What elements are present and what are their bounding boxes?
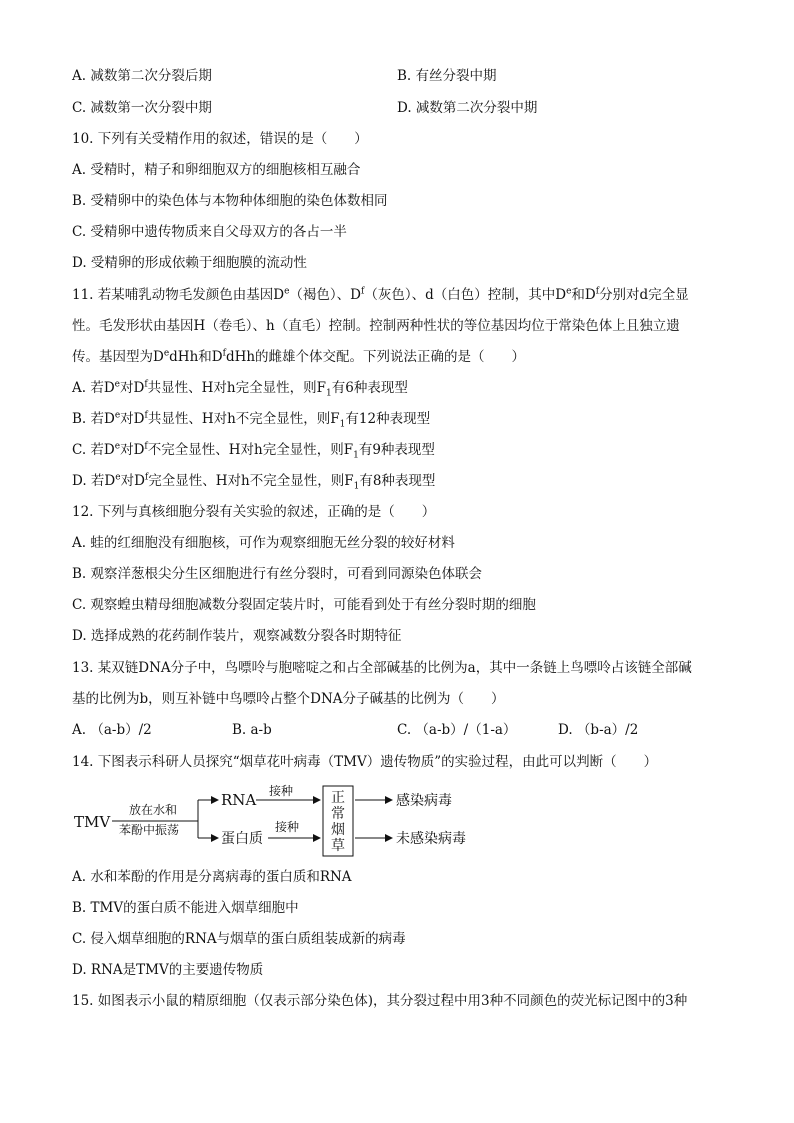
q13-stem-line-1: 13. 某双链DNA分子中，鸟嘌呤与胞嘧啶之和占全部碱基的比例为a，其中一条链上鸟嘌呤占该链全部碱 xyxy=(72,660,692,676)
q9-option-b: B. 有丝分裂中期 xyxy=(397,68,497,84)
q14-option-a: A. 水和苯酚的作用是分离病毒的蛋白质和RNA xyxy=(72,869,352,885)
box-char-3: 烟 xyxy=(331,822,345,838)
q11-option-d: D. 若De对$D^f$完全显性、H对h不完全显性，则$F_1$有8种表现型 xyxy=(72,472,436,492)
q14-option-c: C. 侵入烟草细胞的RNA与烟草的蛋白质组装成新的病毒 xyxy=(72,931,406,947)
result-label-2: 未感染病毒 xyxy=(396,831,466,847)
q14-option-b: B. TMV的蛋白质不能进入烟草细胞中 xyxy=(72,900,299,916)
tmv-label: TMV xyxy=(74,813,111,831)
q12-option-b: B. 观察洋葱根尖分生区细胞进行有丝分裂时，可看到同源染色体联会 xyxy=(72,566,483,582)
q11-stem-line-1: 11. 若某哺乳动物毛发颜色由基因De（褐色）、$D^f$（灰色）、d（白色）控制，其中De和$D^f$分别对d完全显 xyxy=(72,286,689,303)
box-char-4: 草 xyxy=(331,838,345,854)
q13-option-b: B. a-b xyxy=(232,722,272,738)
q12-option-a: A. 蛙的红细胞没有细胞核，可作为观察细胞无丝分裂的较好材料 xyxy=(72,535,455,551)
result-label-1: 感染病毒 xyxy=(396,793,452,809)
q13-option-a: A. （a-b）/2 xyxy=(72,722,152,738)
inoculate-label-1: 接种 xyxy=(269,784,294,798)
q13-option-d: D. （b-a）/2 xyxy=(558,722,639,738)
treatment-label-1: 放在水和 xyxy=(129,803,178,817)
q13-stem-line-2: 基的比例为b，则互补链中鸟嘌呤占整个DNA分子碱基的比例为（ ） xyxy=(72,691,505,707)
q12-stem: 12. 下列与真核细胞分裂有关实验的叙述，正确的是（ ） xyxy=(72,504,436,520)
q13-option-c: C. （a-b）/（1-a） xyxy=(397,722,517,738)
q10-option-a: A. 受精时，精子和卵细胞双方的细胞核相互融合 xyxy=(72,162,361,178)
q11-option-b: B. 若De对$D^f$共显性、H对h不完全显性，则$F_1$有12种表现型 xyxy=(72,410,431,430)
q10-option-c: C. 受精卵中遗传物质来自父母双方的各占一半 xyxy=(72,224,347,240)
q9-option-a: A. 减数第二次分裂后期 xyxy=(72,68,212,84)
box-char-1: 正 xyxy=(331,790,345,806)
q9-option-c: C. 减数第一次分裂中期 xyxy=(72,100,212,116)
q12-option-d: D. 选择成熟的花药制作装片，观察减数分裂各时期特征 xyxy=(72,628,402,644)
q14-option-d: D. RNA是TMV的主要遗传物质 xyxy=(72,962,264,978)
q10-stem: 10. 下列有关受精作用的叙述，错误的是（ ） xyxy=(72,131,368,147)
q12-option-c: C. 观察蝗虫精母细胞减数分裂固定装片时，可能看到处于有丝分裂时期的细胞 xyxy=(72,597,536,613)
q9-option-d: D. 减数第二次分裂中期 xyxy=(397,100,538,116)
protein-label: 蛋白质 xyxy=(221,831,263,847)
tmv-experiment-diagram xyxy=(72,784,492,864)
q15-stem: 15. 如图表示小鼠的精原细胞（仅表示部分染色体)，其分裂过程中用3种不同颜色的荧光标记图中的3种 xyxy=(72,993,688,1009)
q11-option-c: C. 若De对$D^f$不完全显性、H对h完全显性，则$F_1$有9种表现型 xyxy=(72,441,435,461)
q11-stem-line-2: 性。毛发形状由基因H（卷毛）、h（直毛）控制。控制两种性状的等位基因均位于常染色体上且独立遗 xyxy=(72,318,680,334)
treatment-label-2: 苯酚中振荡 xyxy=(119,823,180,837)
q10-option-b: B. 受精卵中的染色体与本物种体细胞的染色体数相同 xyxy=(72,193,388,209)
q10-option-d: D. 受精卵的形成依赖于细胞膜的流动性 xyxy=(72,255,307,271)
q14-stem: 14. 下图表示科研人员探究“烟草花叶病毒（TMV）遗传物质”的实验过程，由此可以判断（ ） xyxy=(72,754,658,770)
box-char-2: 常 xyxy=(331,806,345,822)
q11-stem-line-3: 传。基因型为DedHh和$D^fdHh$的雌雄个体交配。下列说法正确的是（ ） xyxy=(72,348,526,365)
inoculate-label-2: 接种 xyxy=(275,820,300,834)
q11-option-a: A. 若De对$D^f$共显性、H对h完全显性，则$F_1$有6种表现型 xyxy=(72,379,408,399)
rna-label: RNA xyxy=(221,791,257,809)
